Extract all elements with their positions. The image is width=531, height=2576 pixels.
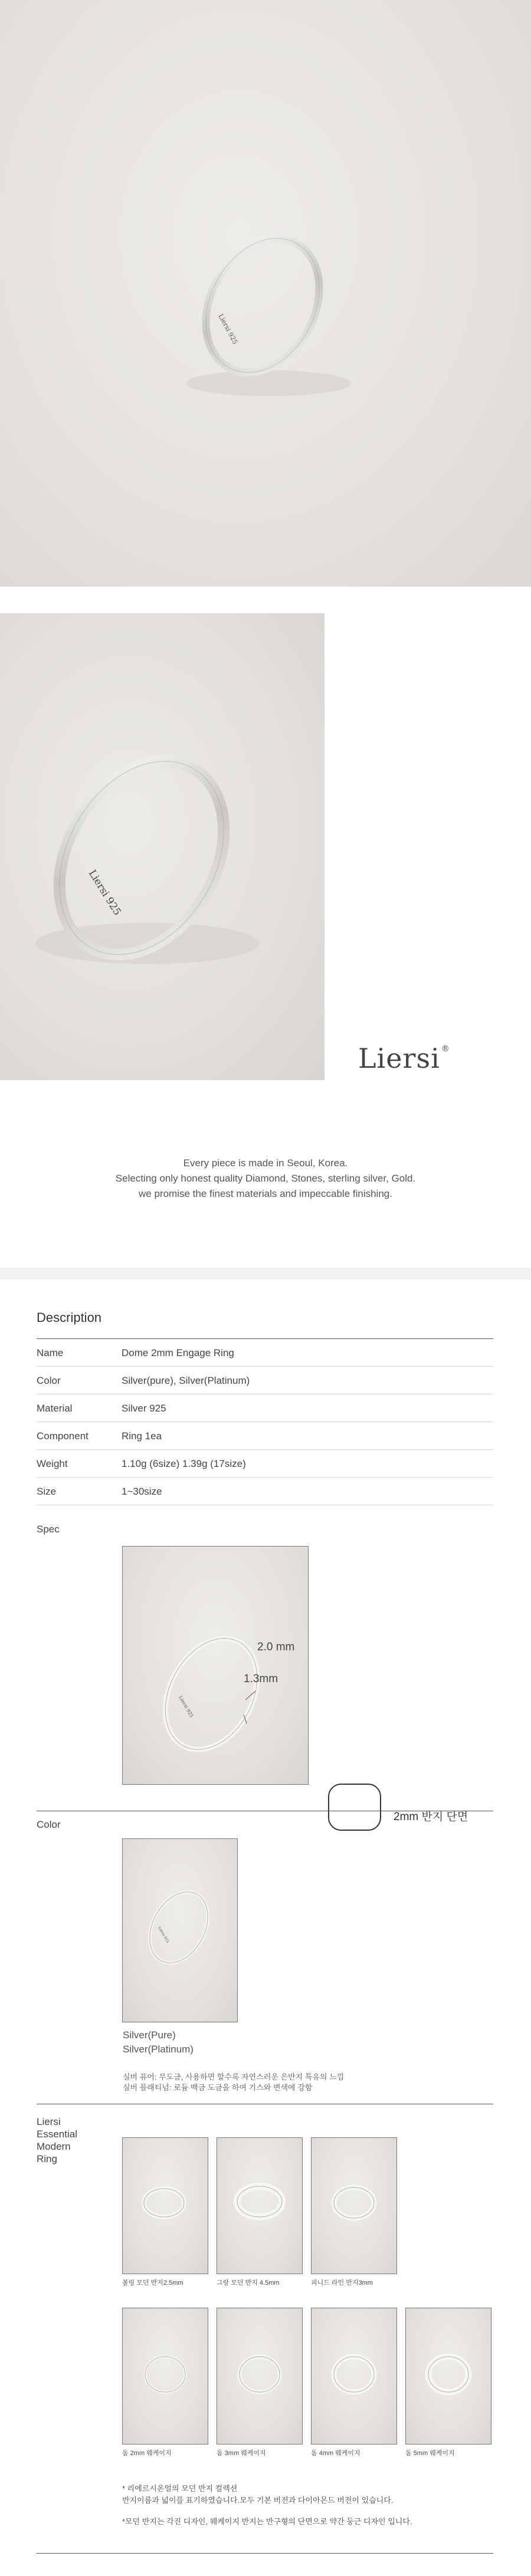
footnote: *모던 반지는 각진 디자인, 웨케이지 반지는 반구형의 단면으로 약간 둥근 디자인 입니다. (122, 2517, 412, 2526)
brand-logo: Liersi ® (358, 1042, 450, 1074)
ring-photo-2 (0, 613, 324, 1080)
intro-line-2: Selecting only honest quality Diamond, Stones, sterling silver, Gold. (115, 1173, 416, 1184)
footnote: 반지이름과 넓이를 표기하였습니다.모두 기본 버전과 다이아몬드 버전이 있습니다. (122, 2496, 394, 2505)
intro-line-1: Every piece is made in Seoul, Korea. (183, 1157, 348, 1169)
hero-photo-2 (0, 613, 324, 1080)
collection-label: Liersi Essential Modern Ring (37, 2116, 77, 2164)
collection-caption: 볼링 모던 반지2.5mm (122, 2279, 183, 2287)
color-note: 실버 퓨어: 무도금, 사용하면 할수록 자연스러운 은반지 특유의 느낌 (123, 2072, 345, 2081)
collection-caption: 돔 4mm 웨케이지 (311, 2450, 360, 2457)
collection-caption: 그랑 모던 반지 4.5mm (217, 2279, 280, 2287)
collection-caption: 돔 2mm 웨케이지 (122, 2450, 172, 2457)
ring-engraving-spec: Liersi 925 (178, 1695, 195, 1719)
spec-photo (122, 1546, 309, 1785)
width-dimension: 2.0 mm (257, 1641, 295, 1653)
spec-row: Name Dome 2mm Engage Ring (37, 1339, 493, 1367)
collection-caption: 피니드 라인 반지3mm (311, 2279, 373, 2287)
collection-photo (311, 2137, 397, 2274)
description-title: Description (37, 1310, 102, 1325)
collection-caption: 돔 3mm 웨케이지 (217, 2450, 266, 2457)
color-photo (122, 1838, 238, 2022)
bottom-rule (37, 2553, 493, 2554)
spec-row: Material Silver 925 (37, 1394, 493, 1422)
footnote: * 리에르시온얼의 모던 반지 컬렉션 (122, 2484, 238, 2493)
thickness-dimension: 1.3mm (244, 1673, 278, 1685)
collection-photo (217, 2308, 303, 2445)
hero-photo-1 (0, 0, 531, 587)
collection-photo (217, 2137, 303, 2274)
collection-caption: 돔 5mm 웨케이지 (405, 2450, 455, 2457)
cross-section-shape (328, 1784, 381, 1831)
color-note: 실버 플래티넘: 로듐 백금 도금을 하여 기스와 변색에 강함 (123, 2083, 313, 2092)
color-option: Silver(Platinum) (123, 2044, 194, 2055)
intro-line-3: we promise the finest materials and impeccable finishing. (139, 1188, 392, 1199)
color-label: Color (37, 1819, 61, 1830)
intro-text (0, 1156, 531, 1202)
spec-label: Spec (37, 1524, 60, 1535)
spec-row: Size 1~30size (37, 1478, 493, 1505)
collection-photo (311, 2308, 397, 2445)
spec-row: Component Ring 1ea (37, 1422, 493, 1450)
ring-engraving-2: Liersi 925 (86, 868, 123, 918)
spec-row: Color Silver(pure), Silver(Platinum) (37, 1367, 493, 1394)
color-option: Silver(Pure) (123, 2029, 176, 2041)
spec-row: Weight 1.10g (6size) 1.39g (17size) (37, 1450, 493, 1478)
ring-engraving-color: Liersi 925 (157, 1926, 170, 1944)
ring-engraving-1: Liersi 925 (217, 312, 240, 346)
cross-section-label: 2mm 반지 단면 (394, 1811, 468, 1823)
collection-photo (122, 2308, 208, 2445)
collection-photo (405, 2308, 491, 2445)
section-separator (0, 1268, 531, 1279)
collection-photo (122, 2137, 208, 2274)
ring-photo-1 (0, 0, 531, 587)
